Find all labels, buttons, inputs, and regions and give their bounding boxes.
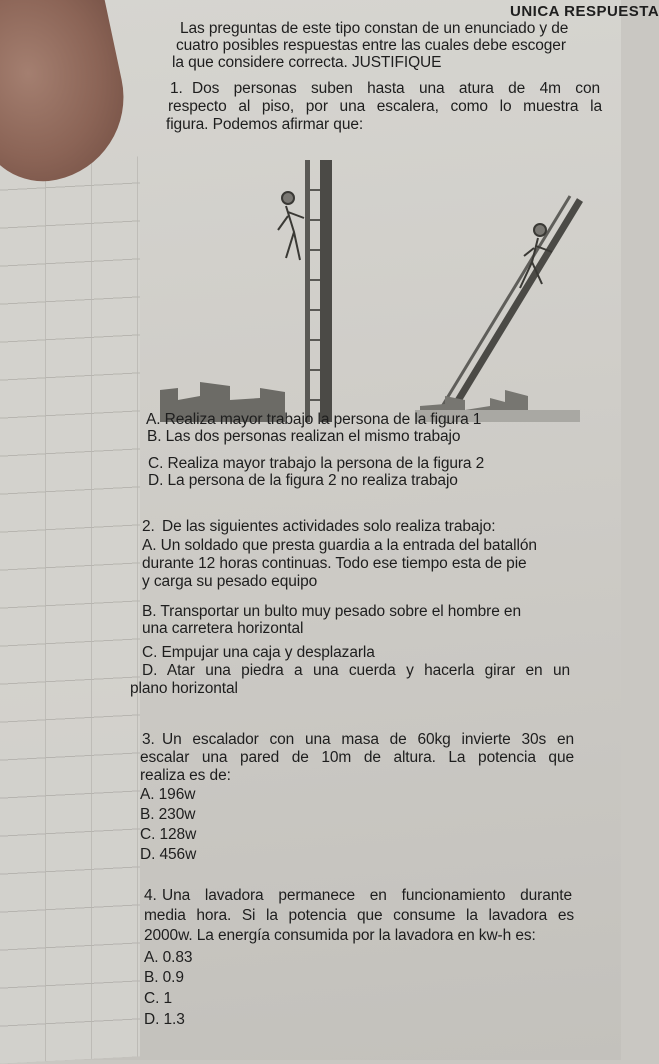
question-2-stem: De las siguientes actividades solo realiza trabajo: — [162, 518, 496, 535]
instructions-line-2: cuatro posibles respuestas entre las cuales debe escoger — [176, 37, 566, 54]
question-1-option-c: C. Realiza mayor trabajo la persona de la figura 2 — [148, 455, 485, 472]
figure-2-inclined-ladder — [415, 196, 580, 422]
question-4-option-d: D. 1.3 — [144, 1011, 185, 1028]
question-1-option-a: A. Realiza mayor trabajo la persona de la figura 1 — [146, 411, 482, 428]
worksheet — [120, 0, 659, 1060]
question-3-option-b: B. 230w — [140, 806, 196, 823]
ladder-figures — [160, 160, 580, 422]
instructions-line-3: la que considere correcta. JUSTIFIQUE — [172, 54, 442, 71]
question-3-option-c: C. 128w — [140, 826, 197, 843]
question-4-option-a: A. 0.83 — [144, 949, 193, 966]
question-1-stem-line-2: respecto al piso, por una escalera, como lo muestra la — [168, 98, 602, 115]
question-4-option-b: B. 0.9 — [144, 969, 184, 986]
question-2-option-d: D. Atar una piedra a una cuerda y hacerla girar en un — [142, 662, 570, 679]
question-2-number: 2. — [142, 518, 155, 535]
question-3-stem-line-2: escalar una pared de 10m de altura. La potencia que — [140, 749, 574, 766]
question-4-stem-line-2: media hora. Si la potencia que consume la lavadora es — [144, 907, 574, 924]
question-4-option-c: C. 1 — [144, 990, 173, 1007]
question-1-stem-line-3: figura. Podemos afirmar que: — [166, 116, 364, 133]
question-3-stem-line-1: Un escalador con una masa de 60kg invierte 30s en — [162, 731, 574, 748]
question-1-number: 1. — [170, 80, 183, 97]
question-3-stem-line-3: realiza es de: — [140, 767, 231, 784]
question-1-stem-line-1: Dos personas suben hasta una atura de 4m con — [192, 80, 600, 97]
question-2-option-b-line-2: una carretera horizontal — [142, 620, 304, 637]
question-4-number: 4. — [144, 887, 157, 904]
question-2-option-a: A. Un soldado que presta guardia a la entrada del batallón — [142, 537, 537, 554]
instructions-line-1: Las preguntas de este tipo constan de un enunciado y de — [180, 20, 569, 37]
question-1-option-d: D. La persona de la figura 2 no realiza trabajo — [148, 472, 458, 489]
header-title: UNICA RESPUESTA — [510, 3, 659, 20]
figure-1-vertical-ladder — [160, 160, 332, 422]
question-3-option-a: A. 196w — [140, 786, 196, 803]
question-2-option-a-line-2: durante 12 horas continuas. Todo ese tiempo esta de pie — [142, 555, 527, 572]
question-1-option-b: B. Las dos personas realizan el mismo trabajo — [147, 428, 461, 445]
question-4-stem-line-3: 2000w. La energía consumida por la lavadora en kw-h es: — [144, 927, 536, 944]
question-3-number: 3. — [142, 731, 155, 748]
question-2-option-c: C. Empujar una caja y desplazarla — [142, 644, 375, 661]
question-3-option-d: D. 456w — [140, 846, 197, 863]
question-2-option-a-line-3: y carga su pesado equipo — [142, 573, 318, 590]
question-4-stem-line-1: Una lavadora permanece en funcionamiento durante — [162, 887, 572, 904]
question-2-option-d-line-2: plano horizontal — [130, 680, 238, 697]
question-2-option-b: B. Transportar un bulto muy pesado sobre el hombre en — [142, 603, 521, 620]
notebook-grid-paper — [0, 156, 140, 1063]
